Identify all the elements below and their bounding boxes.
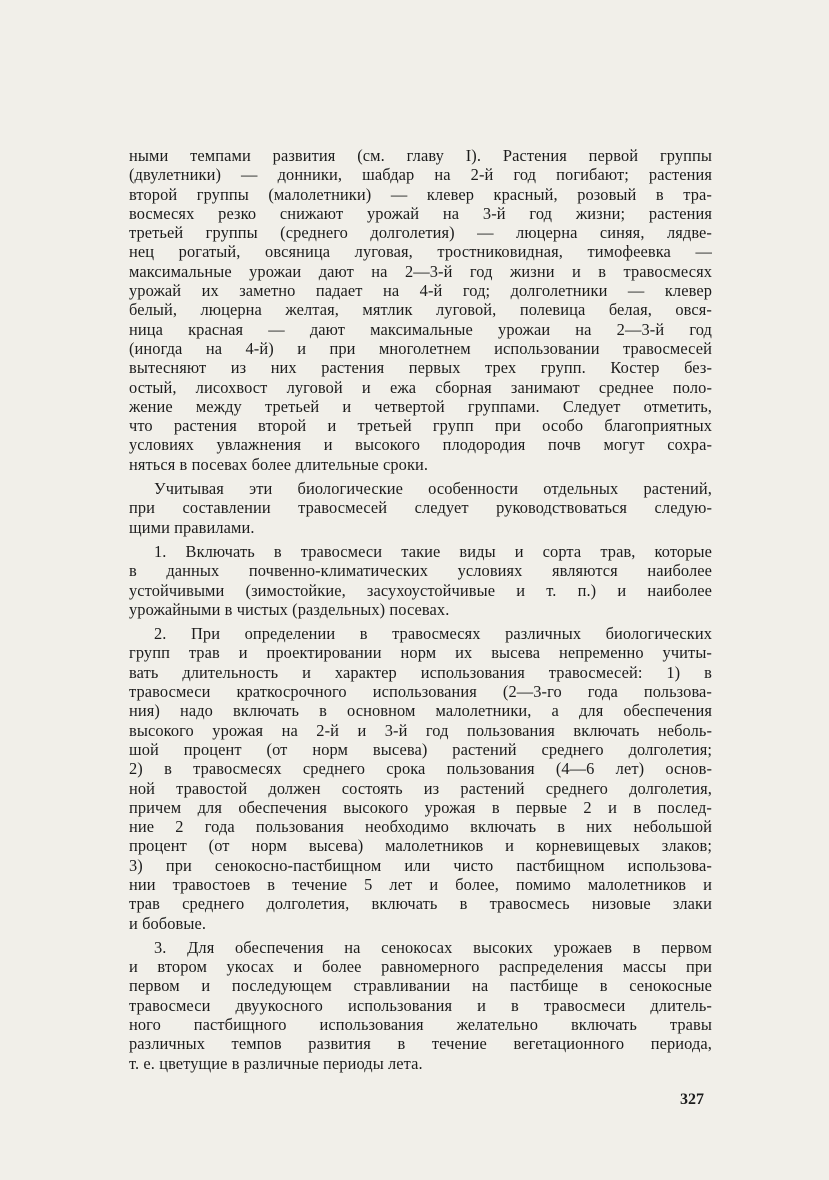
text-line: ного пастбищного использования желательно включать травы [129,1015,712,1035]
text-line: шой процент (от норм высева) растений среднего долголетия; [129,739,712,759]
paragraph-rule-2 [129,624,712,933]
text-line: т. е. цветущие в различные периоды лета. [129,1053,423,1073]
text-line: и бобовые. [129,913,207,933]
text-line: процент (от норм высева) малолетников и корневищевых злаков; [129,836,712,856]
text-line: 3. Для обеспечения на сенокосах высоких урожаев в первом [154,937,712,957]
text-line: ными темпами развития (см. главу I). Растения первой группы [129,146,712,165]
text-line: восмесях резко снижают урожай на 3-й год жизни; растения [129,203,712,223]
text-line: (иногда на 4-й) и при многолетнем использовании травосмесей [129,338,712,358]
text-line: устойчивыми (зимостойкие, засухоустойчивые и т. п.) и наиболее [129,580,712,600]
text-line: урожайными в чистых (раздельных) посевах. [129,599,450,619]
paragraph-rule-1 [129,542,712,619]
text-line: условиях увлажнения и высокого плодородия почв могут сохра- [129,435,712,455]
text-line: 2) в травосмесях среднего срока пользования (4—6 лет) основ- [129,759,712,779]
text-line: жение между третьей и четвертой группами. Следует отметить, [129,396,712,416]
text-line: Учитывая эти биологические особенности отдельных растений, [154,479,712,499]
text-line: остый, лисохвост луговой и ежа сборная занимают среднее поло- [129,377,712,397]
text-line: нец рогатый, овсяница луговая, тростниковидная, тимофеевка — [129,242,712,262]
text-line: высокого урожая на 2-й и 3-й год пользования включать неболь- [129,720,712,740]
text-line: 2. При определении в травосмесях различных биологических [154,624,712,644]
text-line: травосмеси краткосрочного использования (2—3-го года пользова- [129,682,712,702]
text-line: ния) надо включать в основном малолетники, а для обеспечения [129,701,712,721]
text-line: няться в посевах более длительные сроки. [129,454,429,474]
text-line: вать длительность и характер использования травосмесей: 1) в [129,662,712,682]
text-line: (двулетники) — донники, шабдар на 2-й год погибают; растения [129,165,712,185]
text-line: нии травостоев в течение 5 лет и более, помимо малолетников и [129,874,712,894]
text-line: третьей группы (среднего долголетия) — люцерна синяя, лядве- [129,223,712,243]
text-line: в данных почвенно-климатических условиях являются наиболее [129,561,712,581]
text-line: различных темпов развития в течение вегетационного периода, [129,1034,712,1054]
text-line: травосмеси двуукосного использования и в травосмеси длитель- [129,995,712,1015]
text-line: белый, люцерна желтая, мятлик луговой, полевица белая, овся- [129,300,712,320]
text-line: второй группы (малолетники) — клевер красный, розовый в тра- [129,184,712,204]
text-line: и втором укосах и более равномерного распределения массы при [129,957,712,977]
paragraph-intro-rules [129,479,712,537]
text-line: 1. Включать в травосмеси такие виды и сорта трав, которые [154,541,712,561]
text-line: групп трав и проектировании норм их высева непременно учиты- [129,643,712,663]
body-text [129,146,712,1073]
text-line: первом и последующем стравливании на пастбище в сенокосные [129,976,712,996]
text-line: ние 2 года пользования необходимо включать в них небольшой [129,817,712,837]
text-line: вытесняют из них растения первых трех групп. Костер без- [129,358,712,378]
text-line: трав среднего долголетия, включать в травосмесь низовые злаки [129,894,712,914]
text-line: щими правилами. [129,517,255,537]
text-line: ной травостой должен состоять из растений среднего долголетия, [129,778,712,798]
paragraph-continuation [129,146,712,474]
text-line: ница красная — дают максимальные урожаи на 2—3-й год [129,319,712,339]
text-line: урожай их заметно падает на 4-й год; долголетники — клевер [129,281,712,301]
page-number: 327 [680,1091,704,1108]
text-line: 3) при сенокосно-пастбищном или чисто пастбищном использова- [129,855,712,875]
text-line: причем для обеспечения высокого урожая в первые 2 и в послед- [129,797,712,817]
text-line: максимальные урожаи дают на 2—3-й год жизни и в травосмесях [129,261,712,281]
text-line: что растения второй и третьей групп при особо благоприятных [129,416,712,436]
paragraph-rule-3 [129,938,712,1073]
text-line: при составлении травосмесей следует руководствоваться следую- [129,498,712,518]
